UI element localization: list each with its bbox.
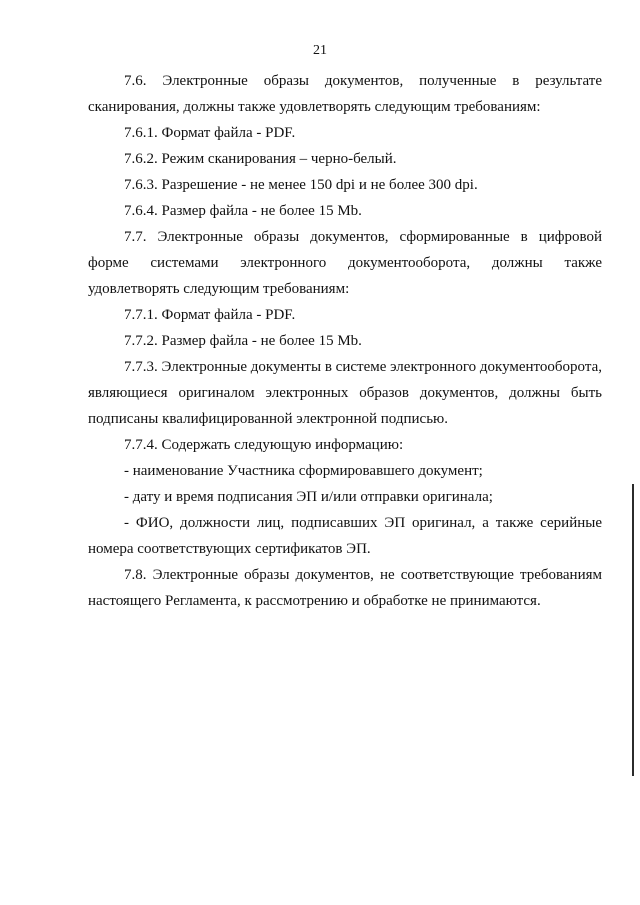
list-item-signing-date: - дату и время подписания ЭП и/или отправки оригинала; [124,489,493,505]
paragraph-7-7-3: 7.7.3. Электронные документы в системе электронного документооборота, являющиеся оригиналом электронных образов документов, должны быть подписаны квалифицированной электронной подписью. [88,359,602,427]
paragraph-7-7-4: 7.7.4. Содержать следующую информацию: [124,437,404,453]
paragraph-7-8: 7.8. Электронные образы документов, не соответствующие требованиям настоящего Регламента, к рассмотрению и обработке не принимаются. [88,567,602,609]
list-item-signatories: - ФИО, должности лиц, подписавших ЭП оригинал, а также серийные номера соответствующих сертификатов ЭП. [88,515,602,557]
paragraph-7-6-1: 7.6.1. Формат файла - PDF. [124,125,296,141]
scan-edge-line [632,484,634,776]
paragraph-7-6: 7.6. Электронные образы документов, полученные в результате сканирования, должны также удовлетворять следующим требованиям: [88,73,602,115]
paragraph-7-7: 7.7. Электронные образы документов, сформированные в цифровой форме системами электронного документооборота, должны также удовлетворять следующим требованиям: [88,229,602,297]
page-number: 21 [313,43,327,58]
paragraph-7-7-1: 7.7.1. Формат файла - PDF. [124,307,296,323]
document-body [88,68,602,614]
paragraph-7-7-2: 7.7.2. Размер файла - не более 15 Mb. [124,333,362,349]
paragraph-7-6-3: 7.6.3. Разрешение - не менее 150 dpi и не более 300 dpi. [124,177,478,193]
paragraph-7-6-4: 7.6.4. Размер файла - не более 15 Mb. [124,203,362,219]
list-item-participant-name: - наименование Участника сформировавшего документ; [124,463,483,479]
paragraph-7-6-2: 7.6.2. Режим сканирования – черно-белый. [124,151,397,167]
